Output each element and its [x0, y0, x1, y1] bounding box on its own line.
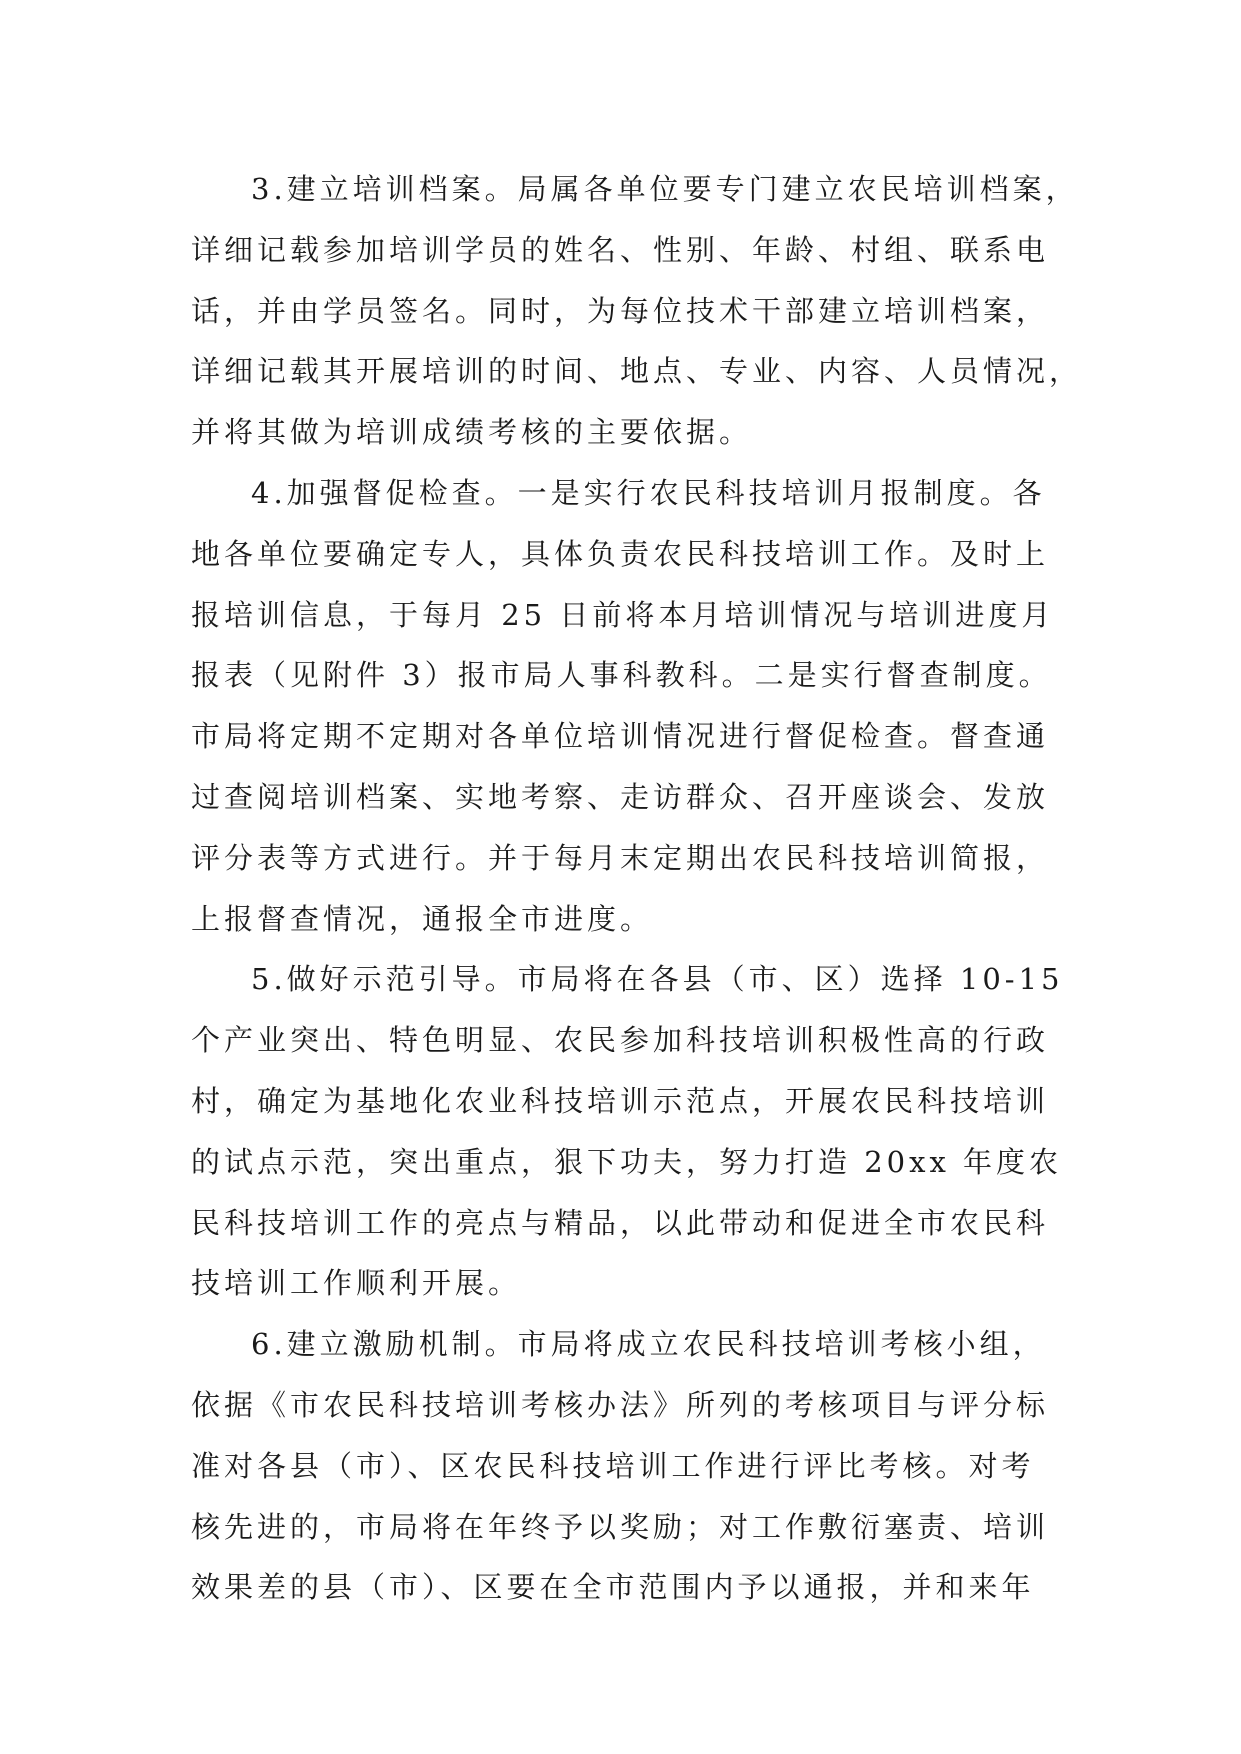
- text-line: 核先进的，市局将在年终予以奖励；对工作敷衍塞责、培训: [191, 1509, 1050, 1544]
- text-line: 4.加强督促检查。一是实行农民科技培训月报制度。各: [251, 475, 1046, 510]
- paragraph-item-6: [191, 1314, 1091, 1618]
- text-line: 详细记载其开展培训的时间、地点、专业、内容、人员情况，: [191, 354, 1083, 389]
- text-line: 报表（见附件 3）报市局人事科教科。二是实行督查制度。: [191, 658, 1052, 693]
- paragraph-item-3: [191, 159, 1091, 463]
- text-line: 村，确定为基地化农业科技培训示范点，开展农民科技培训: [191, 1083, 1050, 1118]
- text-line: 上报督查情况，通报全市进度。: [191, 901, 654, 936]
- text-line: 5.做好示范引导。市局将在各县（市、区）选择 10-15: [251, 962, 1064, 997]
- text-line: 话，并由学员签名。同时，为每位技术干部建立培训档案，: [191, 293, 1050, 328]
- text-line: 准对各县（市）、区农民科技培训工作进行评比考核。对考: [191, 1448, 1035, 1483]
- text-line: 评分表等方式进行。并于每月末定期出农民科技培训简报，: [191, 840, 1050, 875]
- document-body: [191, 159, 1091, 1618]
- text-line: 个产业突出、特色明显、农民参加科技培训积极性高的行政: [191, 1023, 1050, 1058]
- text-line: 民科技培训工作的亮点与精品，以此带动和促进全市农民科: [191, 1205, 1050, 1240]
- text-line: 的试点示范，突出重点，狠下功夫，努力打造 20xx 年度农: [191, 1144, 1063, 1179]
- text-line: 过查阅培训档案、实地考察、走访群众、召开座谈会、发放: [191, 779, 1050, 814]
- text-line: 技培训工作顺利开展。: [191, 1266, 522, 1301]
- paragraph-item-5: [191, 949, 1091, 1314]
- text-line: 并将其做为培训成绩考核的主要依据。: [191, 415, 753, 450]
- text-line: 地各单位要确定专人，具体负责农民科技培训工作。及时上: [191, 536, 1050, 571]
- text-line: 效果差的县（市）、区要在全市范围内予以通报，并和来年: [191, 1570, 1035, 1605]
- paragraph-item-4: [191, 463, 1091, 949]
- text-line: 市局将定期不定期对各单位培训情况进行督促检查。督查通: [191, 719, 1050, 754]
- text-line: 详细记载参加培训学员的姓名、性别、年龄、村组、联系电: [191, 232, 1050, 267]
- text-line: 6.建立激励机制。市局将成立农民科技培训考核小组，: [251, 1327, 1046, 1362]
- text-line: 依据《市农民科技培训考核办法》所列的考核项目与评分标: [191, 1387, 1050, 1422]
- text-line: 报培训信息，于每月 25 日前将本月培训情况与培训进度月: [191, 597, 1055, 632]
- text-line: 3.建立培训档案。局属各单位要专门建立农民培训档案，: [251, 172, 1079, 206]
